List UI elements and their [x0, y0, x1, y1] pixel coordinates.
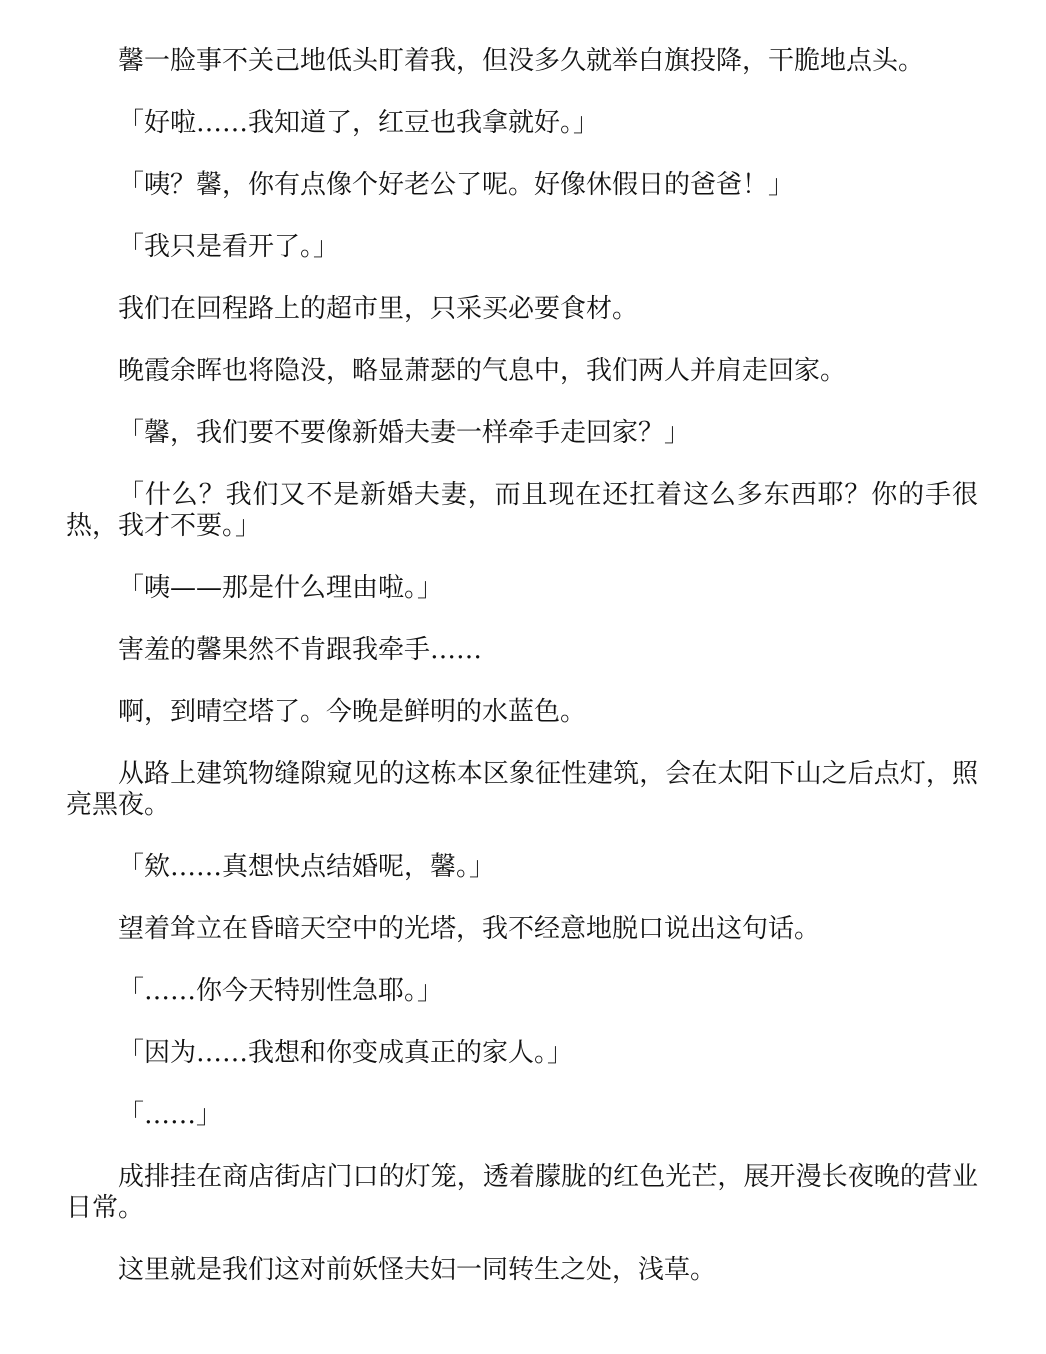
paragraph-17: 「……」 [118, 1100, 223, 1130]
paragraph-15: 「……你今天特别性急耶。」 [118, 976, 444, 1006]
paragraph-19: 这里就是我们这对前妖怪夫妇一同转生之处，浅草。 [118, 1255, 717, 1285]
paragraph-9: 「咦——那是什么理由啦。」 [118, 573, 444, 603]
paragraph-10: 害羞的馨果然不肯跟我牵手…… [118, 635, 483, 665]
paragraph-4: 「我只是看开了。」 [118, 232, 340, 262]
paragraph-8: 「什么？我们又不是新婚夫妻，而且现在还扛着这么多东西耶？你的手很热，我才不要。」 [66, 480, 978, 541]
paragraph-18: 成排挂在商店街店门口的灯笼，透着朦胧的红色光芒，展开漫长夜晚的营业日常。 [66, 1162, 978, 1223]
paragraph-5: 我们在回程路上的超市里，只采买必要食材。 [118, 294, 639, 324]
paragraph-1: 馨一脸事不关己地低头盯着我，但没多久就举白旗投降，干脆地点头。 [118, 46, 925, 76]
paragraph-12: 从路上建筑物缝隙窥见的这栋本区象征性建筑，会在太阳下山之后点灯，照亮黑夜。 [66, 759, 978, 820]
paragraph-2: 「好啦……我知道了，红豆也我拿就好。」 [118, 108, 600, 138]
paragraph-16: 「因为……我想和你变成真正的家人。」 [118, 1038, 574, 1068]
paragraph-7: 「馨，我们要不要像新婚夫妻一样牵手走回家？」 [118, 418, 691, 448]
paragraph-6: 晚霞余晖也将隐没，略显萧瑟的气息中，我们两人并肩走回家。 [118, 356, 847, 386]
paragraph-14: 望着耸立在昏暗天空中的光塔，我不经意地脱口说出这句话。 [118, 914, 821, 944]
document-page [66, 46, 978, 1286]
paragraph-3: 「咦？馨，你有点像个好老公了呢。好像休假日的爸爸！」 [118, 170, 795, 200]
paragraph-13: 「欸……真想快点结婚呢，馨。」 [118, 852, 496, 882]
paragraph-11: 啊，到晴空塔了。今晚是鲜明的水蓝色。 [118, 697, 587, 727]
